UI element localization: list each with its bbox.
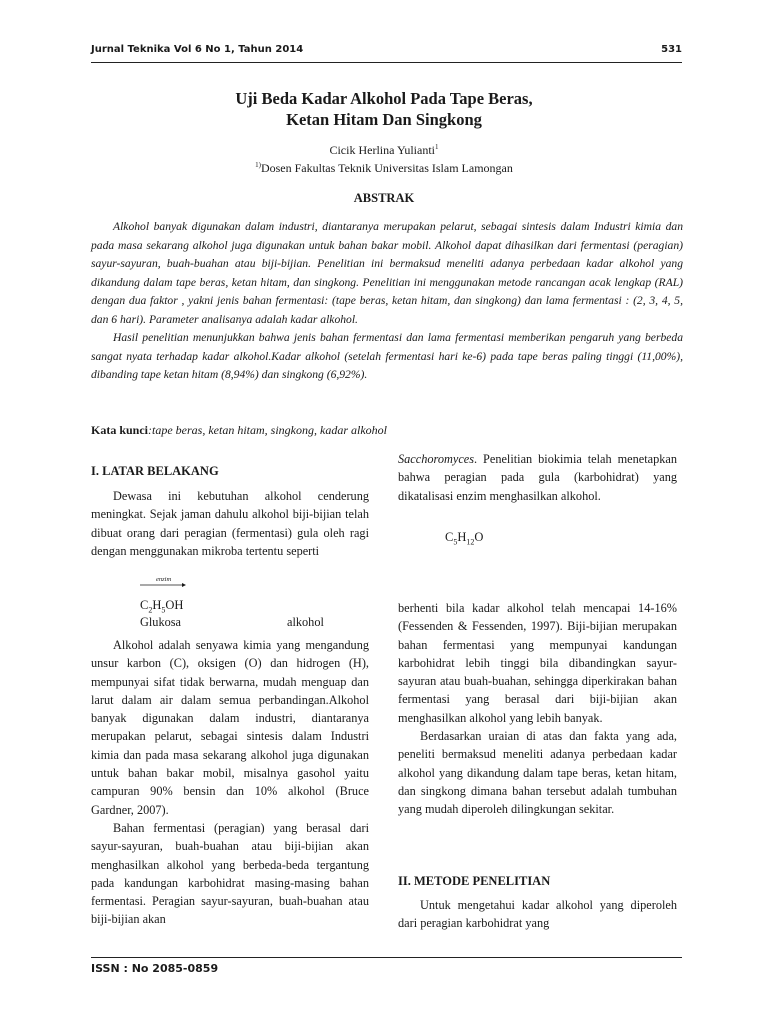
left-column-heading-block: [91, 462, 369, 480]
ethanol-formula: $C_2H_5OH$: [140, 598, 184, 615]
keywords-values: :tape beras, ketan hitam, singkong, kadar alkohol: [148, 423, 387, 437]
right-column-bottom: [398, 896, 677, 933]
right-column-body: [398, 599, 677, 819]
reaction-arrow: [138, 575, 186, 589]
title-line-1: Uji Beda Kadar Alkohol Pada Tape Beras,: [235, 89, 533, 108]
footer-rule: [91, 957, 682, 958]
left-paragraph-1: Dewasa ini kebutuhan alkohol cenderung meningkat. Sejak jaman dahulu alkohol biji-bijian telah dibuat orang dari peragian (fermentasi) gula oleh ragi dengan menggunakan mikroba tertentu seperti: [91, 489, 369, 558]
section-heading-latar-belakang: I. LATAR BELAKANG: [91, 464, 219, 478]
right-paragraph-4: Untuk mengetahui kadar alkohol yang diperoleh dari peragian karbohidrat yang: [398, 898, 677, 931]
glukosa-label: Glukosa: [140, 615, 181, 629]
right-paragraph-1: Sacchoromyces. Penelitian biokimia telah menetapkan bahwa peragian pada gula (karbohidrat) yang dikatalisasi enzim menghasilkan alkohol.: [398, 452, 677, 503]
right-column-top: [398, 450, 677, 505]
left-paragraph-3: Bahan fermentasi (peragian) yang berasal dari sayur-sayuran, buah-buahan atau biji-bijian akan menghasilkan alkohol yang berbeda-beda tergantung pada kandungan karbohidrat masing-masing bahan fermentasi. Peragian sayur-sayuran, buah-buahan atau biji-bijian akan: [91, 820, 369, 927]
keywords-label: Kata kunci: [91, 423, 149, 437]
alkohol-label: alkohol: [287, 615, 324, 629]
enzim-label: enzim: [156, 576, 172, 583]
right-paragraph-2: berhenti bila kadar alkohol telah mencapai 14-16% (Fessenden & Fessenden, 1997). Biji-bijian merupakan bahan fermentasi yang mempunyai kandungan karbohidrat lebih tinggi bila dibandingkan sayur-sayuran atau buah-buahan, sehingga diperkirakan bahan fermentasi yang berasal dari biji-bijian akan menghasilkan alkohol yang lebih banyak.: [398, 601, 677, 725]
abstract-body: [91, 218, 683, 385]
journal-name: Jurnal Teknika Vol 6 No 1, Tahun 2014: [91, 44, 304, 55]
author-name: Cicik Herlina Yulianti: [329, 143, 436, 157]
affiliation: Dosen Fakultas Teknik Universitas Islam Lamongan: [260, 161, 513, 175]
glucose-formula: $C_5H_{12}O$: [445, 530, 484, 547]
left-paragraph-2: Alkohol adalah senyawa kimia yang mengandung unsur karbon (C), oksigen (O) dan hidrogen (H), mempunyai sifat tidak berwarna, mudah menguap dan larut dalam air dalam semua perbandingan.Alkohol banyak digunakan dalam industri, diantaranya merupakan pelarut, sebagai sintesis dalam Industri kimia dan pada masa sekarang alkohol juga digunakan untuk bahan bakar mobil, misalnya gasohol yaitu campuran 90% bensin dan 10% alkohol (Bruce Gardner, 2007).: [91, 638, 369, 817]
header-rule: [91, 62, 682, 63]
abstract-paragraph-2: Hasil penelitian menunjukkan bahwa jenis bahan fermentasi dan lama fermentasi memberikan pengaruh yang berbeda sangat nyata terhadap kadar alkohol.Kadar alkohol (setelah fermentasi hari ke-6) pada tape beras paling tinggi (11,00%), dibanding tape ketan hitam (8,94%) dan singkong (6,92%).: [91, 331, 683, 381]
page-number: 531: [661, 44, 682, 55]
affiliation-line: [0, 157, 768, 176]
section-heading-metode-penelitian: II. METODE PENELITIAN: [398, 874, 551, 888]
left-column-body: [91, 636, 369, 929]
left-column-intro: [91, 487, 369, 560]
abstract-heading: ABSTRAK: [353, 191, 415, 205]
organism-name: Sacchoromyces: [398, 452, 475, 466]
author-line: [0, 139, 768, 158]
issn-footer: ISSN : No 2085-0859: [91, 962, 219, 975]
paper-title: [0, 88, 768, 130]
right-column-section-2: [398, 872, 677, 890]
right-paragraph-3: Berdasarkan uraian di atas dan fakta yang ada, peneliti bermaksud meneliti adanya perbedaan kadar alkohol yang dikandung dalam tape beras, ketan hitam, dan singkong dimana bahan tersebut adalah tumbuhan yang mudah diperoleh dilingkungan sekitar.: [398, 729, 677, 817]
affiliation-superscript: 1): [255, 161, 261, 169]
running-header: [91, 44, 682, 55]
keywords: [91, 421, 683, 439]
author-superscript: 1: [435, 143, 439, 151]
title-line-2: Ketan Hitam Dan Singkong: [286, 110, 482, 129]
abstract-paragraph-1: Alkohol banyak digunakan dalam industri, diantaranya merupakan pelarut, sebagai sintesis dalam Industri kimia dan pada masa sekarang alkohol juga digunakan untuk bahan bakar mobil. Alkohol dapat dihasilkan dari fermentasi (peragian) sayur-sayuran, buah-buahan atau biji-bijian. Penelitian ini bermaksud meneliti adanya perbedaan kadar alkohol yang dikandung dalam tape beras, ketan hitam, dan singkong. Penelitian ini menggunakan metode rancangan acak lengkap (RAL) dengan dua faktor , yakni jenis bahan fermentasi: (tape beras, ketan hitam, dan singkong) dan lama fermentasi : (2, 3, 4, 5, dan 6 hari). Parameter analisanya adalah kadar alkohol.: [91, 220, 683, 326]
